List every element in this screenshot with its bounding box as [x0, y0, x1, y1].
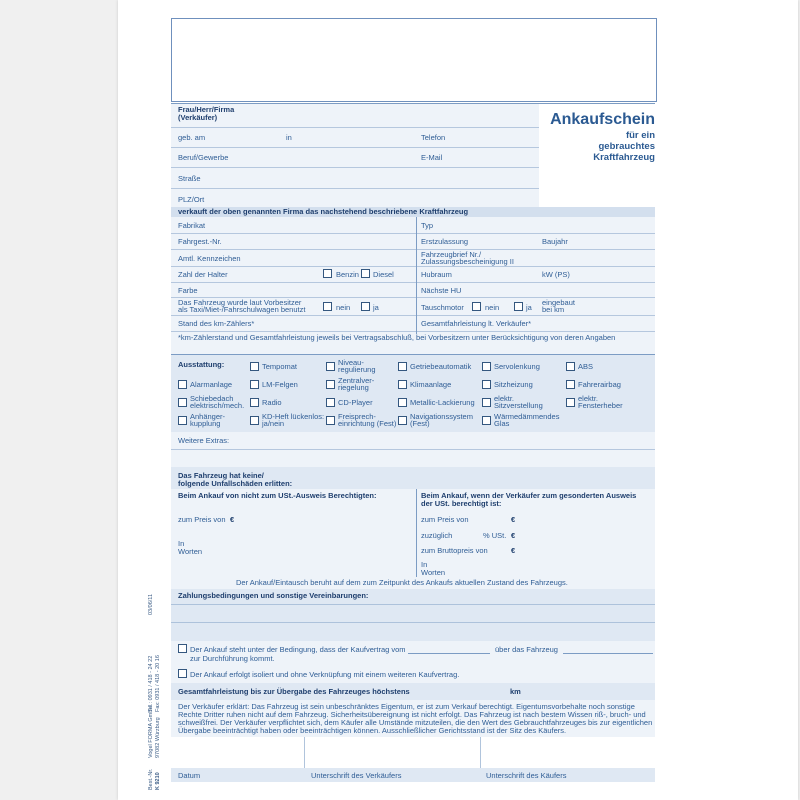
job-label: Beruf/Gewerbe [178, 153, 229, 162]
purchase-right-heading-2: der USt. berechtigt ist: [421, 499, 502, 508]
equipment-label: CD-Player [338, 398, 373, 407]
plate-label: Amtl. Kennzeichen [178, 254, 241, 263]
taxi-yes-checkbox[interactable] [361, 302, 370, 311]
equipment-label: Tempomat [262, 362, 298, 371]
equipment-label: Klimaanlage [410, 380, 452, 389]
equipment-checkbox[interactable] [326, 362, 335, 371]
margin-publisher: Vogel FORMA GmbH [148, 705, 154, 758]
taxi-no-label: nein [336, 303, 351, 312]
benzin-checkbox[interactable] [323, 269, 332, 278]
equipment-heading: Ausstattung: [178, 360, 225, 369]
diesel-label: Diesel [373, 270, 394, 279]
equipment-checkbox[interactable] [566, 398, 575, 407]
gross-label: zum Bruttopreis von [421, 546, 488, 555]
subtitle-3: Kraftfahrzeug [593, 152, 655, 163]
birthplace-label: in [286, 133, 292, 142]
born-label: geb. am [178, 133, 206, 142]
condition-1-checkbox[interactable] [178, 644, 187, 653]
declaration-line-1: Der Verkäufer erklärt: Das Fahrzeug ist sein unbeschränktes Eigentum, er ist zum Verkauf berechtigt. Eigentumsvorbehalte noch sonstige [178, 702, 635, 711]
equipment-label: Servolenkung [494, 362, 540, 371]
installed-label-1: eingebaut [542, 298, 575, 307]
total-km-label: Gesamtfahrleistung lt. Verkäufer* [421, 319, 532, 328]
equipment-label: Freisprech- [338, 412, 376, 421]
equipment-label: Sitzverstellung [494, 401, 543, 410]
right-euro-2: € [511, 531, 516, 540]
equipment-checkbox[interactable] [482, 380, 491, 389]
engine-yes-checkbox[interactable] [514, 302, 523, 311]
street-label: Straße [178, 174, 201, 183]
equipment-checkbox[interactable] [178, 416, 187, 425]
equipment-label: Schiebedach [190, 394, 234, 403]
condition-1-text: Der Ankauf steht unter der Bedingung, dass der Kaufvertrag vom [190, 645, 406, 654]
plus-label: zuzüglich [421, 531, 453, 540]
equipment-label: Sitzheizung [494, 380, 533, 389]
equipment-label: kupplung [190, 419, 221, 428]
brief-label-1: Fahrzeugbrief Nr./ [421, 250, 482, 259]
left-euro: € [230, 515, 235, 524]
right-euro-3: € [511, 546, 516, 555]
odometer-label: Stand des km-Zählers* [178, 319, 255, 328]
seller-heading-2: (Verkäufer) [178, 113, 218, 122]
equipment-checkbox[interactable] [566, 380, 575, 389]
left-words-1: In [178, 539, 185, 548]
owners-label: Zahl der Halter [178, 270, 228, 279]
equipment-checkbox[interactable] [178, 398, 187, 407]
margin-bestnr: K 9210 [155, 772, 161, 790]
city-label: PLZ/Ort [178, 195, 205, 204]
declaration-line-2: Rechte Dritter ruhen nicht auf dem Fahrzeug. Sicherheitsübereignung ist nicht erfolgt. Das Fahrzeug ist nach bestem Wissen riß-, bruch- und [178, 710, 646, 719]
equipment-label: (Fest) [410, 419, 430, 428]
first-reg-label: Erstzulassung [421, 237, 469, 246]
benzin-label: Benzin [336, 270, 359, 279]
year-label: Baujahr [542, 237, 568, 246]
condition-2-checkbox[interactable] [178, 669, 187, 678]
equipment-label: ja/nein [262, 419, 285, 428]
accident-line-1: Das Fahrzeug hat keine/ [178, 471, 264, 480]
equipment-checkbox[interactable] [250, 416, 259, 425]
right-words-2: Worten [421, 568, 446, 577]
purchase-basis: Der Ankauf/Eintausch beruht auf dem zum Zeitpunkt des Ankaufs aktuellen Zustand des Fahrzeugs. [236, 578, 568, 587]
payment-heading: Zahlungsbedingungen und sonstige Vereinbarungen: [178, 591, 369, 600]
address-window[interactable] [171, 18, 657, 102]
equipment-label: Navigationssystem [410, 412, 473, 421]
engine-no-checkbox[interactable] [472, 302, 481, 311]
equipment-checkbox[interactable] [250, 362, 259, 371]
subtitle-1: für ein [625, 130, 655, 141]
km-footnote: *km-Zählerstand und Gesamtfahrleistung jeweils bei Vertragsabschluß, bei Vorbesitzern unter Berücksichtigung von deren Angaben [178, 333, 616, 342]
margin-city: 97082 Würzburg [155, 717, 161, 758]
purchase-right-heading-1: Beim Ankauf, wenn der Verkäufer zum gesonderten Ausweis [421, 491, 637, 500]
equipment-label: elektr. [578, 394, 599, 403]
left-words-2: Worten [178, 547, 203, 556]
equipment-label: Alarmanlage [190, 380, 233, 389]
equipment-label: einrichtung (Fest) [338, 419, 397, 428]
declaration-line-3: schweißfrei. Der Verkäufer verpflichtet sich, dem Käufer alle Umstände mitzuteilen, die den Wert des Gebrauchtfahrzeuges bis zur eigentlichen [178, 718, 653, 727]
equipment-label: Wärmedämmendes [494, 412, 560, 421]
engine-no-label: nein [485, 303, 500, 312]
equipment-label: Metallic-Lackierung [410, 398, 475, 407]
next-hu-label: Nächste HU [421, 286, 462, 295]
diesel-checkbox[interactable] [361, 269, 370, 278]
equipment-label: Getriebeautomatik [410, 362, 472, 371]
purchase-section [171, 489, 655, 589]
vat-label: % USt. [483, 531, 507, 540]
phone-label: Telefon [421, 133, 446, 142]
email-label: E-Mail [421, 153, 443, 162]
right-price-label: zum Preis von [421, 515, 469, 524]
equipment-checkbox[interactable] [482, 362, 491, 371]
equipment-label: ABS [578, 362, 594, 371]
equipment-label: Fahrerairbag [578, 380, 621, 389]
extras-label: Weitere Extras: [178, 436, 230, 445]
purchase-left-heading: Beim Ankauf von nicht zum USt.-Ausweis Berechtigten: [178, 491, 377, 500]
margin-code: 03/06/11 [148, 593, 154, 615]
taxi-label-1: Das Fahrzeug wurde laut Vorbesitzer [178, 298, 302, 307]
power-label: kW (PS) [542, 270, 570, 279]
signature-seller: Unterschrift des Verkäufers [311, 771, 402, 780]
engine-label: Tauschmotor [421, 303, 464, 312]
margin-fax: Fax: 0931 / 418 - 20 16 [155, 655, 161, 712]
right-words-1: In [421, 560, 428, 569]
equipment-label: Radio [262, 398, 282, 407]
mileage-unit: km [510, 687, 521, 696]
equipment-checkbox[interactable] [482, 416, 491, 425]
declaration-line-4: Übergabe beeinträchtigt haben oder beeinträchtigen können. Ausschließlicher Gerichtsstand ist der Sitz des Käufers. [178, 726, 567, 735]
equipment-label: elektrisch/mech. [190, 401, 245, 410]
equipment-checkbox[interactable] [326, 380, 335, 389]
condition-1-end: zur Durchführung kommt. [190, 654, 275, 663]
sells-statement: verkauft der oben genannten Firma das nachstehend beschriebene Kraftfahrzeug [178, 207, 469, 216]
right-euro-1: € [511, 515, 516, 524]
equipment-checkbox[interactable] [398, 380, 407, 389]
equipment-checkbox[interactable] [326, 416, 335, 425]
equipment-label: Zentralver- [338, 376, 375, 385]
form-sheet [118, 0, 798, 800]
make-label: Fabrikat [178, 221, 206, 230]
accident-line-2: folgende Unfallschäden erlitten: [178, 479, 293, 488]
equipment-label: Glas [494, 419, 510, 428]
page-title: Ankaufschein [550, 111, 655, 128]
equipment-label: Anhänger- [190, 412, 226, 421]
equipment-checkbox[interactable] [178, 380, 187, 389]
equipment-label: Fensterheber [578, 401, 623, 410]
taxi-yes-label: ja [373, 303, 379, 312]
vin-label: Fahrgest.-Nr. [178, 237, 222, 246]
mileage-label: Gesamtfahrleistung bis zur Übergabe des Fahrzeuges höchstens [178, 687, 410, 696]
equipment-label: LM-Felgen [262, 380, 298, 389]
equipment-checkbox[interactable] [398, 416, 407, 425]
equipment-checkbox[interactable] [398, 398, 407, 407]
margin-best: Best.-Nr. [148, 768, 154, 790]
margin-tel: Tel.: 0931 / 418 - 24 22 [148, 655, 154, 712]
subtitle-2: gebrauchtes [598, 141, 655, 152]
signature-date: Datum [178, 771, 201, 780]
equipment-label: riegelung [338, 383, 369, 392]
equipment-label: elektr. [494, 394, 515, 403]
color-label: Farbe [178, 286, 198, 295]
equipment-checkbox[interactable] [326, 398, 335, 407]
capacity-label: Hubraum [421, 270, 452, 279]
equipment-checkbox[interactable] [566, 362, 575, 371]
condition-2-text: Der Ankauf erfolgt isoliert und ohne Verknüpfung mit einem weiteren Kaufvertrag. [190, 670, 460, 679]
equipment-label: KD-Heft lückenlos: [262, 412, 325, 421]
equipment-checkbox[interactable] [250, 398, 259, 407]
equipment-checkbox[interactable] [250, 380, 259, 389]
condition-1-vehicle: über das Fahrzeug [495, 645, 558, 654]
equipment-checkbox[interactable] [482, 398, 491, 407]
signature-buyer: Unterschrift des Käufers [486, 771, 567, 780]
taxi-no-checkbox[interactable] [323, 302, 332, 311]
equipment-label: regulierung [338, 365, 376, 374]
seller-heading: Frau/Herr/Firma [178, 105, 235, 114]
equipment-label: Niveau- [338, 358, 364, 367]
engine-yes-label: ja [526, 303, 532, 312]
installed-label-2: bei km [542, 305, 565, 314]
taxi-label-2: als Taxi/Miet-/Fahrschulwagen benutzt [178, 305, 306, 314]
left-price-label: zum Preis von [178, 515, 226, 524]
brief-label-2: Zulassungsbescheinigung II [421, 257, 514, 266]
equipment-checkbox[interactable] [398, 362, 407, 371]
type-label: Typ [421, 221, 434, 230]
